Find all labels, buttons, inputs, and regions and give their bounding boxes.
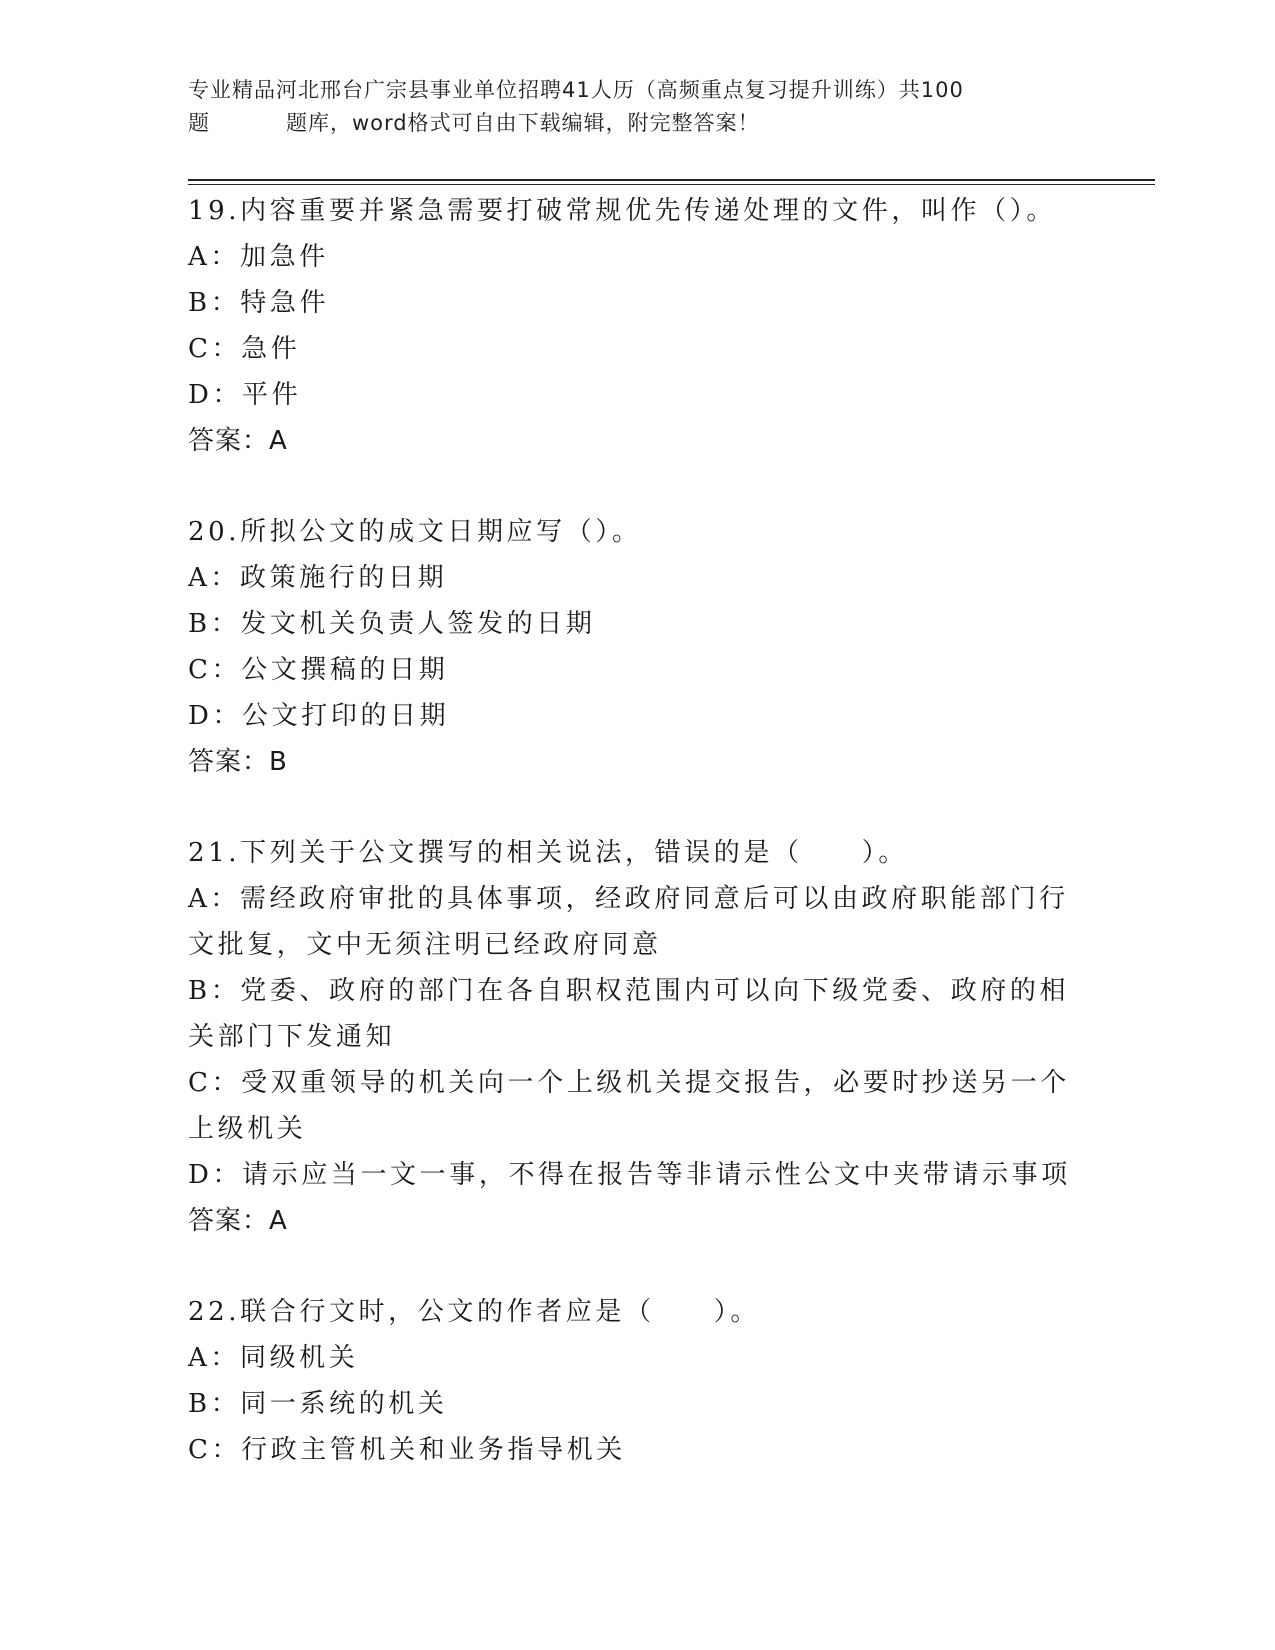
header-line-2-start: 题 [188, 111, 210, 135]
option-d: D：公文打印的日期 [188, 701, 450, 731]
question-22 [188, 1289, 1088, 1473]
question-stem: 21.下列关于公文撰写的相关说法，错误的是（ ）。 [188, 838, 908, 868]
option-a: A：需经政府审批的具体事项，经政府同意后可以由政府职能部门行文批复，文中无须注明已经政府同意 [188, 884, 1069, 960]
option-c: C：受双重领导的机关向一个上级机关提交报告，必要时抄送另一个上级机关 [188, 1068, 1070, 1144]
header-title-line-1: 专业精品河北邢台广宗县事业单位招聘41人历（高频重点复习提升训练）共100 [188, 78, 964, 102]
question-list [188, 188, 1088, 1518]
answer: 答案：A [188, 426, 288, 456]
option-a: A：加急件 [188, 242, 329, 272]
option-b: B：同一系统的机关 [188, 1389, 448, 1419]
option-b: B：发文机关负责人签发的日期 [188, 609, 596, 639]
question-19 [188, 188, 1088, 464]
question-stem: 19.内容重要并紧急需要打破常规优先传递处理的文件，叫作（）。 [188, 196, 1056, 226]
option-b: B：特急件 [188, 288, 330, 318]
option-a: A：政策施行的日期 [188, 563, 448, 593]
answer: 答案：A [188, 1206, 288, 1236]
option-d: D：请示应当一文一事，不得在报告等非请示性公文中夹带请示事项 [188, 1160, 1071, 1190]
option-c: C：行政主管机关和业务指导机关 [188, 1435, 626, 1465]
option-c: C：急件 [188, 334, 301, 364]
question-21 [188, 830, 1088, 1244]
option-b: B：党委、政府的部门在各自职权范围内可以向下级党委、政府的相关部门下发通知 [188, 976, 1070, 1052]
question-stem: 22.联合行文时，公文的作者应是（ ）。 [188, 1297, 760, 1327]
question-stem: 20.所拟公文的成文日期应写（）。 [188, 517, 642, 547]
option-a: A：同级机关 [188, 1343, 359, 1373]
header-rule-thick [188, 179, 1155, 181]
header-line-2-rest: 题库，word格式可自由下载编辑，附完整答案！ [286, 111, 760, 135]
option-d: D：平件 [188, 380, 302, 410]
document-header [188, 74, 1068, 140]
answer: 答案：B [188, 747, 288, 777]
header-rule-thin [188, 184, 1155, 185]
question-20 [188, 509, 1088, 785]
option-c: C：公文撰稿的日期 [188, 655, 449, 685]
header-title-line-2 [188, 107, 1068, 140]
